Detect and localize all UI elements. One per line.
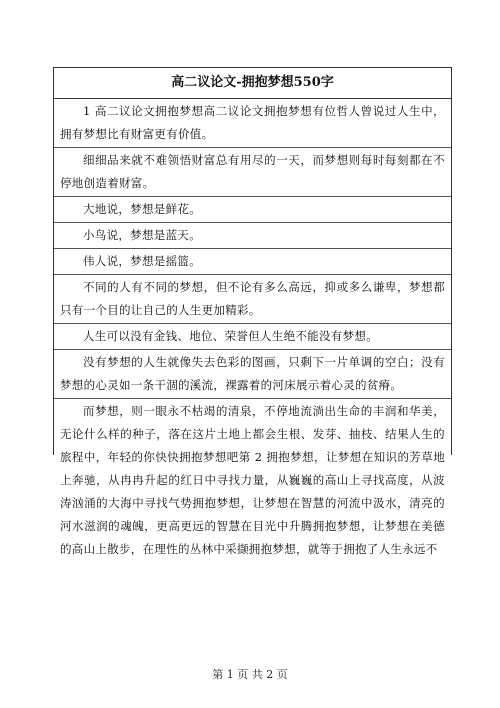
paragraph: 1 高二议论文拥抱梦想高二议论文拥抱梦想有位哲人曾说过人生中，拥有梦想比有财富更有价值。 bbox=[54, 99, 451, 148]
paragraph: 人生可以没有金钱、地位、荣誉但人生绝不能没有梦想。 bbox=[54, 324, 451, 350]
paragraph: 没有梦想的人生就像失去色彩的图画，只剩下一片单调的空白；没有梦想的心灵如一条干涸的溪流，裸露着的河床展示着心灵的贫瘠。 bbox=[54, 350, 451, 399]
document-table bbox=[53, 67, 452, 556]
paragraph: 不同的人有不同的梦想，但不论有多么高远，抑或多么谦卑，梦想都只有一个目的让自己的人生更加精彩。 bbox=[54, 275, 451, 324]
paragraph: 大地说，梦想是鲜花。 bbox=[54, 197, 451, 223]
document-title: 高二议论文-拥抱梦想550字 bbox=[54, 68, 451, 99]
paragraph: 伟人说，梦想是摇篮。 bbox=[54, 249, 451, 275]
paragraph: 而梦想，则一眼永不枯竭的清泉，不停地流淌出生命的丰润和华美，无论什么样的种子，落在这片土地上都会生根、发芽、抽枝、结果人生的旅程中，年轻的你快快拥抱梦想吧第 2 拥抱梦想，让梦想在知识的芳草地上奔驰，从冉冉升起的红日中寻找力量，从巍巍的高山上寻找高度，从波涛汹涌的大海中寻找气势拥抱梦想，让梦想在智慧的河流中汲水，清亮的河水滋润的魂魄，更高更远的智慧在目光中升腾拥抱梦想，让梦想在美德的高山上散步，在理性的丛林中采撷拥抱梦想，就等于拥抱了人生永远不 bbox=[60, 404, 445, 556]
paragraph: 小鸟说，梦想是蓝天。 bbox=[54, 223, 451, 249]
paragraph: 细细品来就不难领悟财富总有用尽的一天，而梦想则每时每刻都在不停地创造着财富。 bbox=[54, 148, 451, 197]
page-number-footer: 第 1 页 共 2 页 bbox=[212, 668, 288, 681]
